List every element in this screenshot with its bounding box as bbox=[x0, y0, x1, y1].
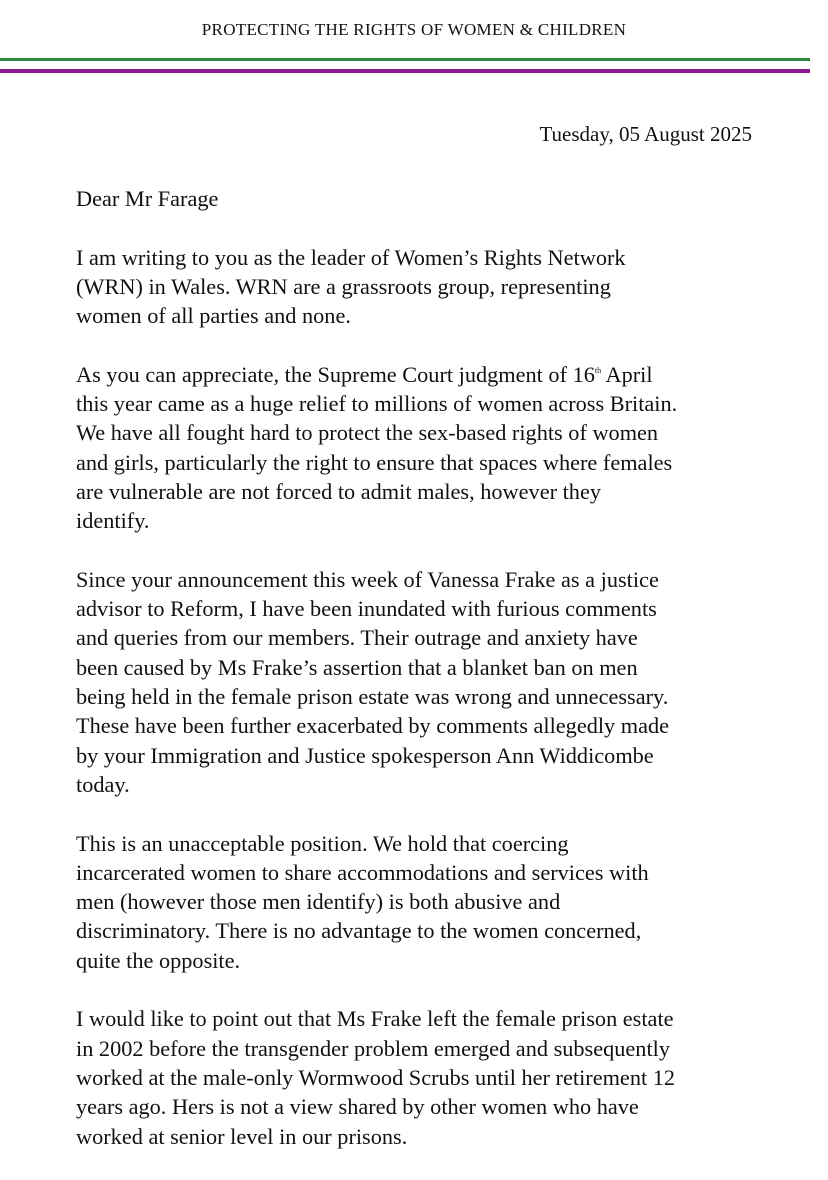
paragraph-1: I am writing to you as the leader of Women’s Rights Network (WRN) in Wales. WRN are a grassroots group, representing women of all parties and none. bbox=[76, 244, 626, 329]
paragraph-3: Since your announcement this week of Vanessa Frake as a justice advisor to Reform, I have been inundated with furious comments and queries from our members. Their outrage and anxiety have been caused by Ms Frake’s assertion that a blanket ban on men being held in the female prison estate was wrong and unnecessary. These have been further exacerbated by comments allegedly made by your Immigration and Justice spokesperson Ann Widdicombe today. bbox=[76, 566, 670, 797]
letter-body bbox=[76, 184, 776, 1180]
ordinal-suffix: th bbox=[594, 365, 602, 375]
letterhead-green-rule bbox=[0, 58, 810, 61]
letter-date: Tuesday, 05 August 2025 bbox=[539, 122, 752, 146]
paragraph-4: This is an unacceptable position. We hold that coercing incarcerated women to share accommodations and services with men (however those men identify) is both abusive and discriminatory. There is no advantage to the women concerned, quite the opposite. bbox=[76, 830, 649, 973]
letterhead-title: PROTECTING THE RIGHTS OF WOMEN & CHILDREN bbox=[201, 20, 627, 39]
salutation: Dear Mr Farage bbox=[76, 186, 219, 211]
paragraph-2 bbox=[76, 360, 776, 536]
paragraph-2-text-b: April this year came as a huge relief to millions of women across Britain. We have all fought hard to protect the sex-based rights of women and girls, particularly the right to ensure that spaces where females are vulnerable are not forced to admit males, however they identify. bbox=[76, 361, 678, 534]
paragraph-5: I would like to point out that Ms Frake left the female prison estate in 2002 before the transgender problem emerged and subsequently worked at the male-only Wormwood Scrubs until her retirement 12 years ago. Hers is not a view shared by other women who have worked at senior level in our prisons. bbox=[76, 1006, 676, 1149]
letterhead-purple-rule bbox=[0, 69, 810, 73]
paragraph-2-text-a: As you can appreciate, the Supreme Court judgment of 16 bbox=[76, 361, 595, 387]
